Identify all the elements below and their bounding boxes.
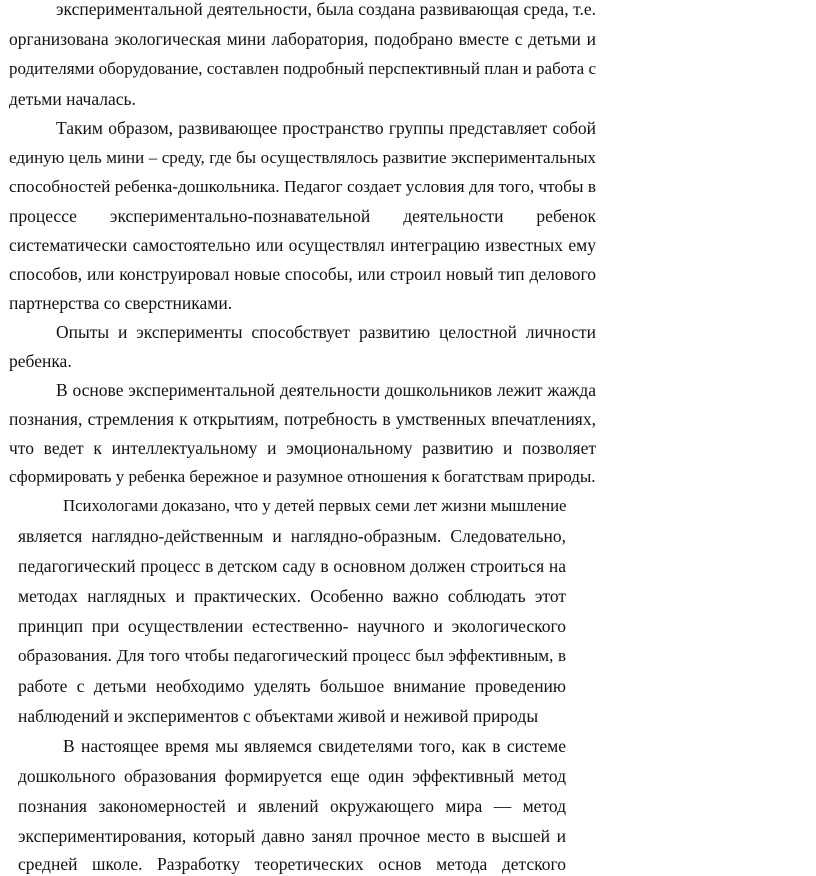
paragraph-1-line-4: детьми началась.: [9, 89, 136, 109]
paragraph-1-line-3: родителями оборудование, составлен подробный перспективный план и работа с: [9, 59, 596, 78]
paragraph-5-line-4: методах наглядных и практических. Особенно важно соблюдать этот: [18, 586, 566, 606]
paragraph-2-line-1: Таким образом, развивающее пространство группы представляет собой: [56, 118, 596, 138]
paragraph-3-line-2: ребенка.: [9, 351, 72, 371]
paragraph-5-line-6: образования. Для того чтобы педагогический процесс был эффективным, в: [18, 646, 566, 665]
paragraph-5-line-7: работе с детьми необходимо уделять большое внимание проведению: [18, 676, 566, 696]
paragraph-4-line-2: познания, стремления к открытиям, потребность в умственных впечатлениях,: [9, 409, 596, 429]
paragraph-6-line-4: экспериментирования, который давно занял прочное место в высшей и: [18, 826, 566, 846]
paragraph-6-line-3: познания закономерностей и явлений окружающего мира — метод: [18, 796, 566, 816]
paragraph-6-line-5: средней школе. Разработку теоретических основ метода детского: [18, 854, 566, 874]
paragraph-3-line-1: Опыты и эксперименты способствует развитию целостной личности: [56, 322, 596, 342]
paragraph-2-line-4: процессе экспериментально-познавательной деятельности ребенок: [9, 206, 596, 226]
paragraph-4-line-1: В основе экспериментальной деятельности дошкольников лежит жажда: [56, 380, 596, 400]
paragraph-4-line-4: сформировать у ребенка бережное и разумное отношения к богатствам природы.: [9, 467, 596, 486]
paragraph-2-line-3: способностей ребенка-дошкольника. Педагог создает условия для того, чтобы в: [9, 177, 596, 196]
paragraph-2-line-5: систематически самостоятельно или осуществлял интеграцию известных ему: [9, 235, 596, 255]
paragraph-2-line-6: способов, или конструировал новые способы, или строил новый тип делового: [9, 264, 596, 284]
paragraph-6-line-2: дошкольного образования формируется еще один эффективный метод: [18, 766, 566, 786]
paragraph-5-line-2: является наглядно-действенным и наглядно-образным. Следовательно,: [18, 526, 566, 546]
paragraph-5-line-1: Психологами доказано, что у детей первых семи лет жизни мышление: [63, 496, 567, 515]
paragraph-5-line-3: педагогический процесс в детском саду в основном должен строиться на: [18, 556, 566, 576]
paragraph-1-line-1: экспериментальной деятельности, была создана развивающая среда, т.е.: [56, 0, 596, 19]
paragraph-1-line-2: организована экологическая мини лаборатория, подобрано вместе с детьми и: [9, 29, 596, 49]
paragraph-6-line-1: В настоящее время мы являемся свидетелями того, как в системе: [63, 736, 566, 756]
paragraph-2-line-2: единую цель мини – среду, где бы осуществлялось развитие экспериментальных: [9, 148, 596, 167]
paragraph-2-line-7: партнерства со сверстниками.: [9, 293, 233, 313]
paragraph-4-line-3: что ведет к интеллектуальному и эмоциональному развитию и позволяет: [9, 438, 596, 458]
paragraph-5-line-8: наблюдений и экспериментов с объектами живой и неживой природы: [18, 706, 539, 726]
paragraph-5-line-5: принцип при осуществлении естественно- научного и экологического: [18, 616, 566, 636]
